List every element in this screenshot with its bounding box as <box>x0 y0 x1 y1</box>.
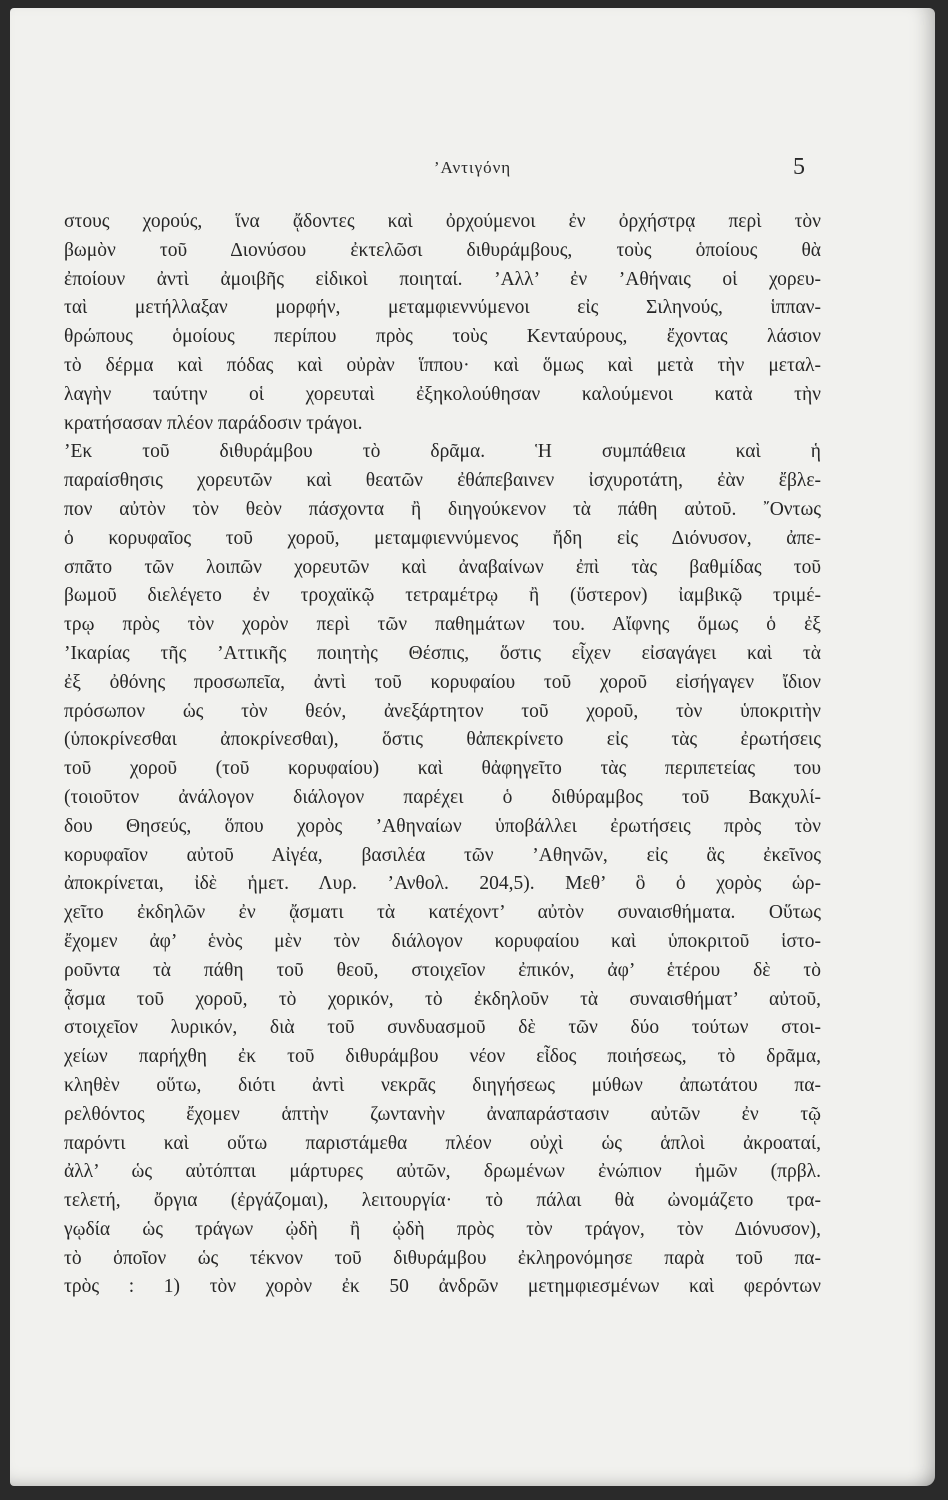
page-header <box>10 154 935 188</box>
text-line: τελετή, ὄργια (ἐργάζομαι), λειτουργία· τὸ πάλαι θὰ ὠνομάζετο τρα- <box>64 1190 821 1212</box>
text-line: ρελθόντος ἔχομεν ἁπτὴν ζωντανὴν ἀναπαράστασιν αὐτῶν ἐν τῷ <box>64 1103 821 1125</box>
text-line: στους χορούς, ἵνα ᾄδοντες καὶ ὀρχούμενοι ἐν ὀρχήστρᾳ περὶ τὸν <box>64 211 821 232</box>
text-line: ᾆσμα τοῦ χοροῦ, τὸ χορικόν, τὸ ἐκδηλοῦν τὰ συναισθήματ’ αὐτοῦ, <box>64 988 821 1010</box>
text-line: χείων παρήχθη ἐκ τοῦ διθυράμβου νέον εἶδος ποιήσεως, τὸ δρᾶμα, <box>64 1046 821 1068</box>
text-line: λαγὴν ταύτην οἱ χορευταὶ ἐξηκολούθησαν καλούμενοι κατὰ τὴν <box>64 383 821 405</box>
text-line: σπᾶτο τῶν λοιπῶν χορευτῶν καὶ ἀναβαίνων ἐπὶ τὰς βαθμίδας τοῦ <box>64 556 821 578</box>
text-line: ἔχομεν ἀφ’ ἑνὸς μὲν τὸν διάλογον κορυφαίου καὶ ὑποκριτοῦ ἱστο- <box>64 930 821 952</box>
book-page <box>10 8 935 1486</box>
text-line: παραίσθησις χορευτῶν καὶ θεατῶν ἐθάπεβαινεν ἰσχυροτάτη, ἐὰν ἔβλε- <box>64 470 821 492</box>
text-line: ἐξ ὀθόνης προσωπεῖα, ἀντὶ τοῦ κορυφαίου τοῦ χοροῦ εἰσήγαγεν ἴδιον <box>64 671 821 693</box>
text-line: τρὸς : 1) τὸν χορὸν ἐκ 50 ἀνδρῶν μετημφιεσμένων καὶ φερόντων <box>64 1276 821 1298</box>
text-line: χεῖτο ἐκδηλῶν ἐν ᾄσματι τὰ κατέχοντ’ αὐτὸν συναισθήματα. Οὕτως <box>64 902 821 924</box>
body-text <box>64 208 821 1302</box>
text-line: γῳδία ὡς τράγων ᾠδὴ ἢ ᾠδὴ πρὸς τὸν τράγον, τὸν Διόνυσον), <box>64 1218 821 1240</box>
text-line: τρῳ πρὸς τὸν χορὸν περὶ τῶν παθημάτων του. Αἴφνης ὅμως ὁ ἐξ <box>64 614 821 636</box>
text-line: βωμοῦ διελέγετο ἐν τροχαϊκῷ τετραμέτρῳ ἢ (ὕστερον) ἰαμβικῷ τριμέ- <box>64 585 821 607</box>
text-line: ’Ικαρίας τῆς ’Αττικῆς ποιητὴς Θέσπις, ὅστις εἶχεν εἰσαγάγει καὶ τὰ <box>64 642 821 664</box>
running-title: ’Αντιγόνη <box>433 158 512 177</box>
text-line: βωμὸν τοῦ Διονύσου ἐκτελῶσι διθυράμβους, τοὺς ὁποίους θὰ <box>64 239 821 261</box>
text-line: ἐποίουν ἀντὶ ἀμοιβῆς εἰδικοὶ ποιηταί. ’Αλλ’ ἐν ’Αθήναις οἱ χορευ- <box>64 268 821 290</box>
text-line: κληθὲν οὕτω, διότι ἀντὶ νεκρᾶς διηγήσεως μύθων ἀπωτάτου πα- <box>64 1074 821 1096</box>
text-line: (ὑποκρίνεσθαι ἀποκρίνεσθαι), ὅστις θἀπεκρίνετο εἰς τὰς ἐρωτήσεις <box>64 729 821 751</box>
text-line: κρατήσασαν πλέον παράδοσιν τράγοι. <box>64 412 363 434</box>
text-line: ὁ κορυφαῖος τοῦ χοροῦ, μεταμφιεννύμενος ἤδη εἰς Διόνυσον, ἀπε- <box>64 527 821 549</box>
text-line: στοιχεῖον λυρικόν, διὰ τοῦ συνδυασμοῦ δὲ τῶν δύο τούτων στοι- <box>64 1017 821 1039</box>
page-number: 5 <box>793 154 805 180</box>
text-line: τοῦ χοροῦ (τοῦ κορυφαίου) καὶ θἀφηγεῖτο τὰς περιπετείας του <box>64 758 821 780</box>
text-line: τὸ ὁποῖον ὡς τέκνον τοῦ διθυράμβου ἐκληρονόμησε παρὰ τοῦ πα- <box>64 1247 821 1269</box>
text-line: ἀλλ’ ὡς αὐτόπται μάρτυρες αὐτῶν, δρωμένων ἐνώπιον ἡμῶν (πρβλ. <box>64 1161 821 1183</box>
text-line: πον αὐτὸν τὸν θεὸν πάσχοντα ἢ διηγούκενον τὰ πάθη αὐτοῦ. ῎Οντως <box>64 498 821 520</box>
text-line: τὸ δέρμα καὶ πόδας καὶ οὐρὰν ἵππου· καὶ ὅμως καὶ μετὰ τὴν μεταλ- <box>64 354 821 376</box>
text-line: ροῦντα τὰ πάθη τοῦ θεοῦ, στοιχεῖον ἐπικόν, ἀφ’ ἑτέρου δὲ τὸ <box>64 959 821 981</box>
text-line: παρόντι καὶ οὕτω παριστάμεθα πλέον οὐχὶ ὡς ἁπλοὶ ἀκροαταί, <box>64 1132 821 1154</box>
text-line: κορυφαῖον αὐτοῦ Αἰγέα, βασιλέα τῶν ’Αθηνῶν, εἰς ἃς ἐκεῖνος <box>64 844 821 866</box>
text-line: πρόσωπον ὡς τὸν θεόν, ἀνεξάρτητον τοῦ χοροῦ, τὸν ὑποκριτὴν <box>64 700 821 722</box>
text-line: ἀποκρίνεται, ἰδὲ ἡμετ. Λυρ. ’Ανθολ. 204,5). Μεθ’ ὃ ὁ χορὸς ὡρ- <box>64 873 821 895</box>
section-heading-line: ’Εκ τοῦ διθυράμβου τὸ δρᾶμα. Ἡ συμπάθεια καὶ ἡ <box>64 441 821 463</box>
text-line: (τοιοῦτον ἀνάλογον διάλογον παρέχει ὁ διθύραμβος τοῦ Βακχυλί- <box>64 786 821 808</box>
text-line: θρώπους ὁμοίους περίπου πρὸς τοὺς Κενταύρους, ἔχοντας λάσιον <box>64 326 821 348</box>
text-line: ταὶ μετήλλαξαν μορφήν, μεταμφιεννύμενοι εἰς Σιληνούς, ἱππαν- <box>64 297 821 319</box>
text-line: δου Θησεύς, ὅπου χορὸς ’Αθηναίων ὑποβάλλει ἐρωτήσεις πρὸς τὸν <box>64 815 821 837</box>
